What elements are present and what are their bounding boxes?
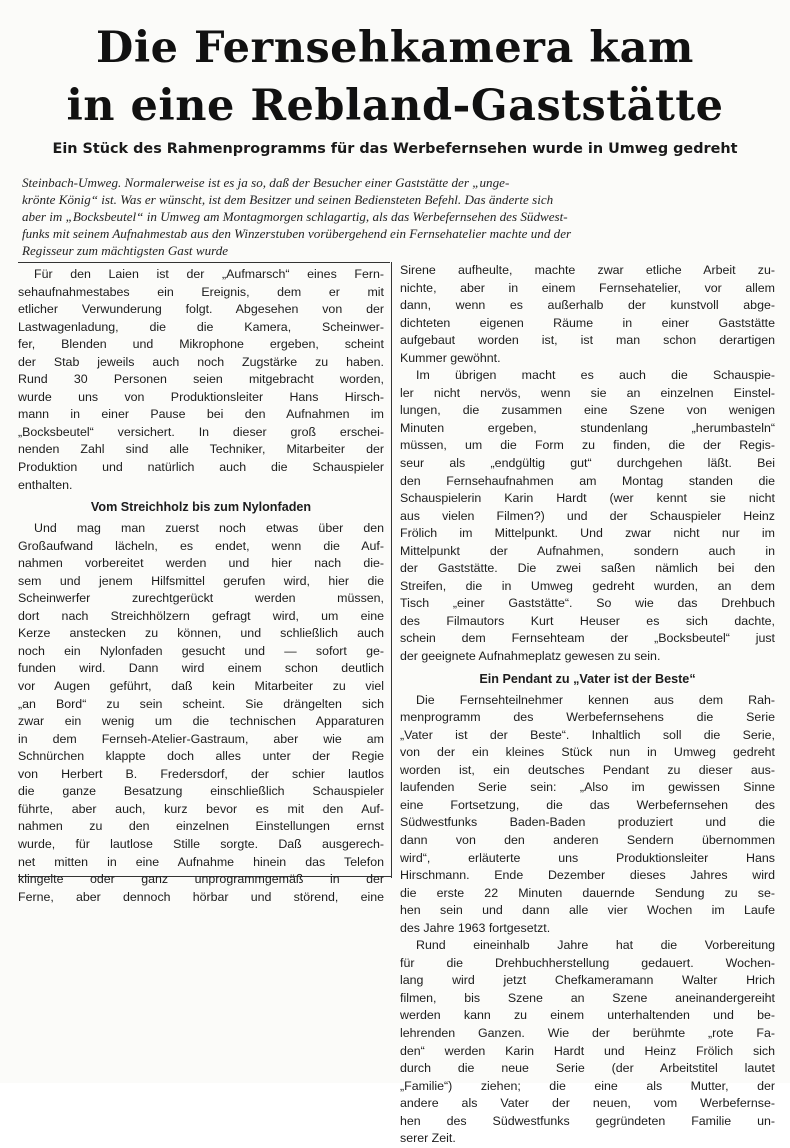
section-heading-pendant: Ein Pendant zu „Vater ist der Beste“ [479,671,696,686]
body-line: Für den Laien ist der „Aufmarsch“ eines Fern- [34,267,384,281]
body-line: serer Zeit. [400,1131,456,1146]
body-line: Frölich im Mittelpunkt. Und zwar nicht nur im [400,526,775,541]
body-line: „Bocksbeutel“ versichert. In dieser groß erschei- [18,424,384,439]
lead-line: Steinbach-Umweg. Normalerweise ist es ja so, daß der Besucher einer Gaststätte der „unge- [22,175,510,190]
body-line: etlicher Verwunderung folgt. Abgesehen von der [18,302,384,317]
body-line: lang wird jetzt Chefkameramann Walter Hrich [400,973,775,988]
column-divider [391,262,392,878]
body-line: enthalten. [18,477,73,492]
body-line: den Fernsehaufnahmen am Montag standen die [400,473,775,488]
body-line: seur als „endgültig gut“ durchgehen läßt. Bei [400,456,775,471]
body-line: noch ein Nylonfaden gesucht und — sofort ge- [18,643,384,658]
body-line: nichte, aber in einem Fernsehatelier, vor allem [400,280,775,295]
body-line: filmen, bis Szene an Szene aneinandergereiht [400,990,775,1005]
body-line: wird“, erläuterte uns Produktionsleiter Hans [400,850,775,865]
body-line: Kummer gewöhnt. [400,350,501,365]
body-line: Südwestfunks Baden-Baden produziert und die [400,815,775,830]
body-line: sem und jenem Hilfsmittel gerufen wird, hier die [18,573,384,588]
body-line: funden wird. Dann wird einem schon deutlich [18,661,384,676]
body-line: lehrenden Ganzen. Wie der berühmte „rote Fa- [400,1025,775,1040]
body-line: Sirene aufheulte, machte zwar etliche Arbeit zu- [400,263,775,277]
body-line: sehaufnahmestabes ein Ereignis, dem er mit [18,284,384,299]
body-line: dann von den anderen Sendern übernommen [400,832,775,847]
body-line: Kerze anstecken zu können, und schließlich auch [18,626,384,641]
body-line: nahmen vorbereitet werden und hier nach die- [18,556,384,571]
body-line: wurde, für lautlose Stille sorgte. Daß ausgerech- [18,836,384,851]
body-line: der Gaststätte. Die zwei saßen nämlich bei den [400,561,775,576]
body-line: mann in einer Pause bei den Aufnahmen im [18,407,384,422]
lead-paragraph [22,174,772,259]
body-line: aus vielen Filmen?) und der Schauspieler Heinz [400,508,775,523]
body-line: werden kann zu einem unterhaltenden und be- [400,1008,775,1023]
lead-line: funks mit seinem Aufnahmestab aus den Winzerstuben vorübergehend ein Fernsehatelier machte und der [22,226,572,241]
body-line: „Familie“) ziehen; die eine als Mutter, der [400,1078,775,1093]
headline-line-2: in eine Rebland-Gaststätte [66,81,724,131]
body-line: ler nicht nervös, wenn sie an einzelnen Einstel- [400,385,775,400]
body-line: müssen, um die Form zu finden, die der Regis- [400,438,775,453]
body-line: den“ werden Karin Hardt und Heinz Frölich sich [400,1043,775,1058]
body-line: Schnürchen klappte doch alles unter der Regie [18,749,384,764]
body-line: durch die neue Serie (der Arbeitstitel lautet [400,1061,775,1076]
body-line: net mitten in eine Aufnahme hinein das Telefon [18,854,384,869]
body-line: Streifen, die in Umweg gedreht wurden, an dem [400,578,775,593]
body-line: Schauspielerin Karin Hardt (wer kennt sie nicht [400,491,775,506]
body-line: des Jahre 1963 fortgesetzt. [400,920,551,935]
body-line: wurde uns von Produktionsleiter Hans Hirsch- [18,389,384,404]
body-line: Rund 30 Personen seien mitgebracht worden, [18,372,384,387]
body-line: fer, Blenden und Mikrophone ergeben, scheint [18,337,384,352]
subheadline: Ein Stück des Rahmenprogramms für das Werbefernsehen wurde in Umweg gedreht [52,141,738,157]
body-line: dichteten eigenen Räume in einer Gaststätte [400,315,775,330]
lead-line: aber im „Bocksbeutel“ in Umweg am Montagmorgen schlagartig, als das Werbefernsehen des Südwest- [22,209,568,224]
body-line: Lastwagenladung, die die Kamera, Scheinwer- [18,319,384,334]
body-line: des Filmautors Kurt Heuser es sich dachte, [400,613,775,628]
body-line: Ferne, aber dennoch hörbar und störend, eine [18,889,384,904]
body-line: lungen, die zusammen eine Szene von wenigen [400,403,775,418]
body-line: Mittelpunkt der Aufnahmen, sondern auch in [400,543,775,558]
body-line: der geeignete Aufnahmeplatz gewesen zu sein. [400,649,661,664]
body-line: laufenden Serie sein: „Also im gewissen Sinne [400,780,775,795]
body-line: die erste 22 Minuten dauernde Sendung zu se- [400,885,775,900]
section-heading-streichholz: Vom Streichholz bis zum Nylonfaden [90,500,312,515]
lead-rule-left [18,262,390,263]
body-line: Großaufwand lächeln, es endet, wenn die Auf- [18,538,384,553]
body-line: Tisch „einer Gaststätte“. So wie das Drehbuch [400,596,775,611]
body-line: menprogramm des Werbefernsehens die Serie [400,710,775,725]
body-line: hen sein und dann alle vier Wochen im Laufe [400,903,775,918]
body-line: in dem Fernseh-Atelier-Gastraum, aber wie am [18,731,384,746]
body-line: „Vater ist der Beste“. Inhaltlich soll die Serie, [400,727,775,742]
body-line: Produktion und natürlich auch die Schauspieler [18,460,384,475]
body-line: nahmen zu den einzelnen Einstellungen ernst [18,819,384,834]
body-line: von Herbert B. Fredersdorf, der schier lautlos [18,766,384,781]
body-line: dann, wenn es außerhalb der kunstvoll abge- [400,298,775,313]
lead-line: krönte König“ ist. Was er wünscht, ist dem Besitzer und seinen Bediensteten Befehl. Das änderte sich [22,192,554,207]
body-line: die ganze Besatzung einschließlich Schauspieler [18,784,384,799]
body-line: führte, aber auch, kurz bevor es mit den Auf- [18,801,384,816]
lead-line: Regisseur zum mächtigsten Gast wurde [22,243,229,258]
body-line: zwar ein wenig um die technischen Apparaturen [18,714,384,729]
body-line: der Stab jeweils auch noch Zugstärke zu haben. [18,354,384,369]
body-line: Die Fernsehteilnehmer kennen aus dem Rah- [416,692,775,707]
body-line: Hirschmann. Ende Dezember dieses Jahres wird [400,868,775,883]
body-line: dort nach Streichhölzern gefragt wird, um eine [18,608,384,623]
body-line: Und mag man zuerst noch etwas über den [34,521,384,536]
body-line: nenden Zahl sind alle Techniker, Mitarbeiter der [18,442,384,457]
body-line: vor Augen geführt, daß kein Mitarbeiter zu viel [18,679,384,694]
body-line: von der ein kleines Stück nun in Umweg gedreht [400,745,775,760]
body-line: klingelte oder ganz unprogrammgemäß in der [18,872,384,887]
body-line: worden ist, ein deutsches Pendant zu dieser aus- [400,762,775,777]
body-line: andere als Vater der neuen, vom Werbefernse- [400,1096,775,1111]
body-line: Minuten ergeben, stundenlang „herumbasteln“ [400,420,775,435]
body-line: Im übrigen macht es auch die Schauspie- [416,368,775,383]
headline-line-1: Die Fernsehkamera kam [96,23,694,73]
body-line: schein dem Fernsehteam der „Bocksbeutel“ just [400,631,775,646]
right-column [400,262,775,1148]
body-line: für die Drehbuchherstellung gedauert. Wochen- [400,955,775,970]
body-line: „an Bord“ zu sein scheint. Sie drängelten sich [18,696,384,711]
body-line: aufgebaut worden ist, ist man schon derartigen [400,333,775,348]
body-line: eine Fortsetzung, die das Werbefernsehen des [400,797,775,812]
left-column [18,266,384,906]
body-line: Scheinwerfer zurechtgerückt werden müssen, [18,591,384,606]
body-line: hen des Südwestfunks gegründeten Familie un- [400,1113,775,1128]
body-line: Rund eineinhalb Jahre hat die Vorbereitung [416,938,775,953]
